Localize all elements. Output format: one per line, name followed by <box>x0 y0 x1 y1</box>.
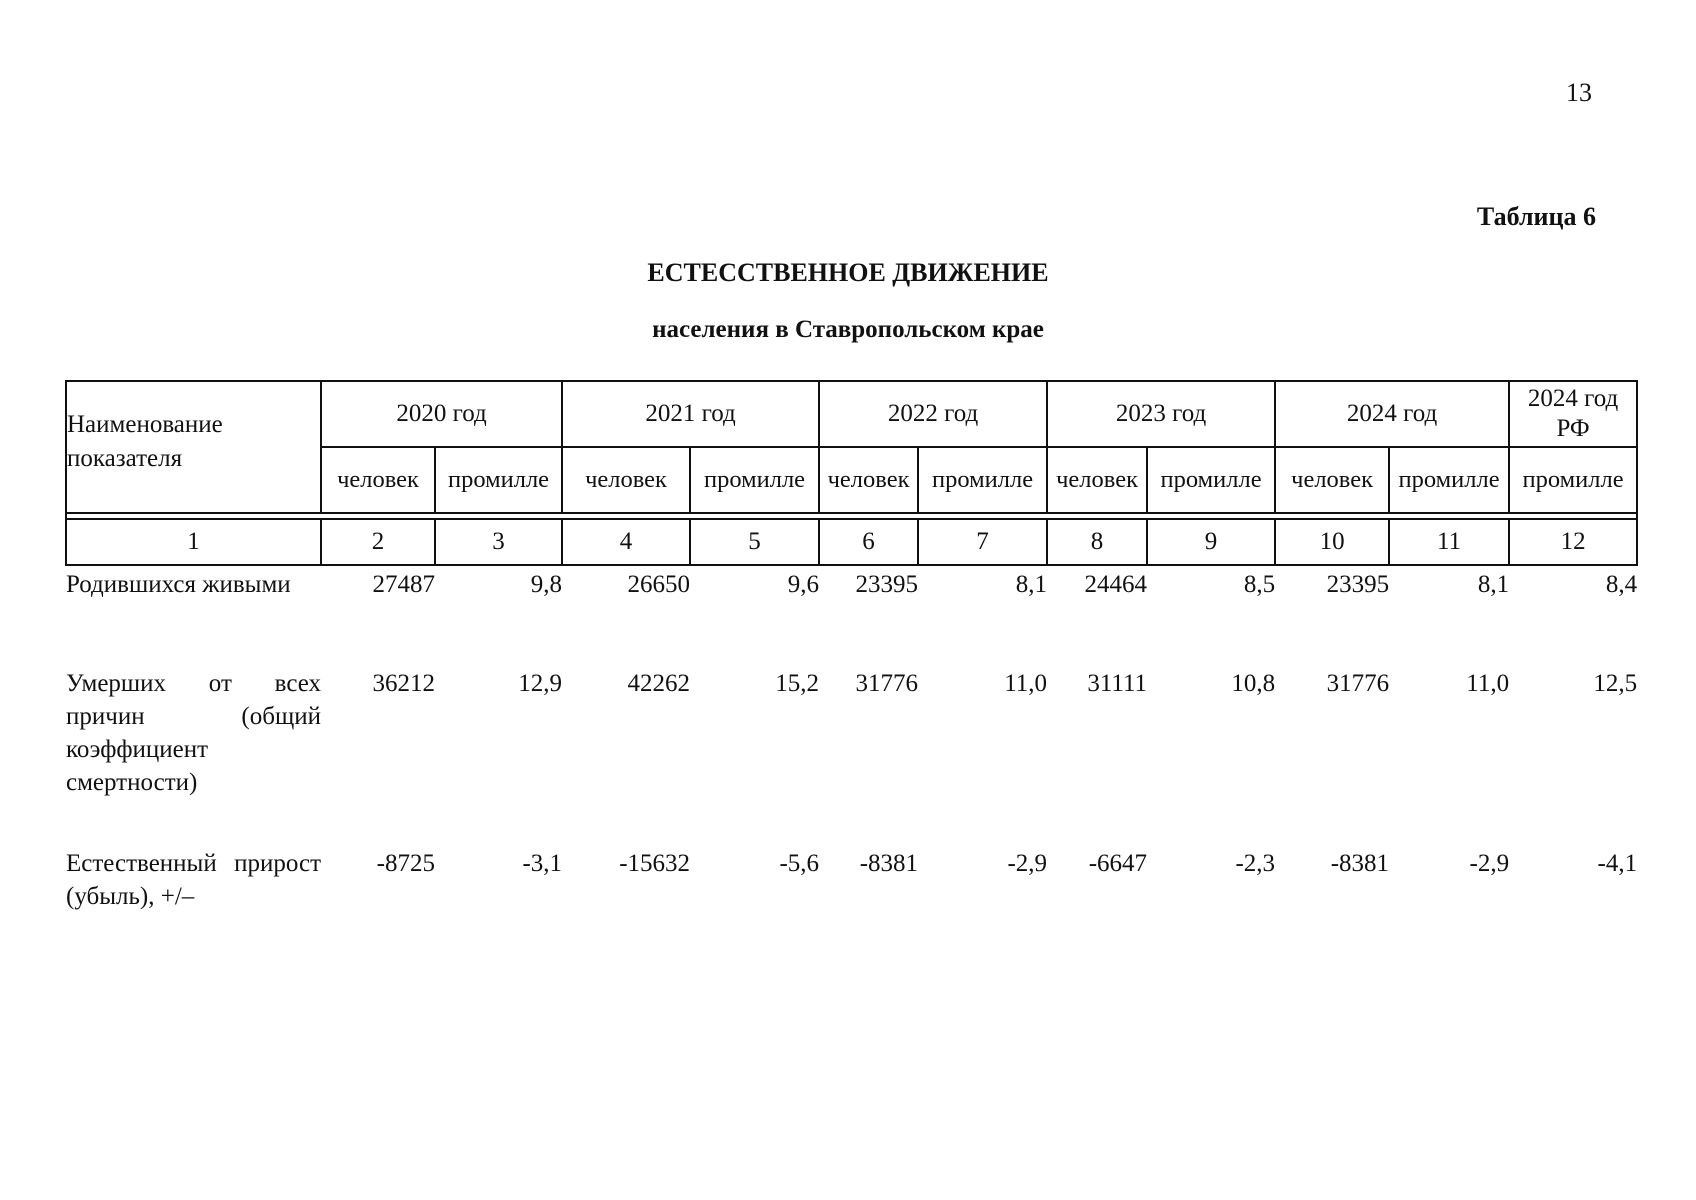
row-name-births: Родившихся живыми <box>66 571 291 598</box>
column-number: 6 <box>819 519 918 565</box>
cell-value: -2,3 <box>1235 850 1276 877</box>
cell-value: 8,1 <box>1015 571 1048 598</box>
column-number: 11 <box>1389 519 1509 565</box>
cell-value: -2,9 <box>1007 850 1048 877</box>
unit-header-permille: промилле <box>690 447 819 513</box>
rf-header-year: 2024 год <box>1527 385 1619 412</box>
cell-value: 23395 <box>1326 571 1390 598</box>
cell-value: -8381 <box>859 850 919 877</box>
cell-value: 24464 <box>1084 571 1148 598</box>
table-row-deaths <box>66 665 1637 845</box>
year-header-2022: 2022 год <box>819 381 1047 447</box>
column-number: 3 <box>435 519 562 565</box>
cell-value: 12,5 <box>1593 670 1638 697</box>
column-number: 4 <box>562 519 690 565</box>
year-header-2023: 2023 год <box>1047 381 1275 447</box>
cell-value: -4,1 <box>1597 850 1638 877</box>
unit-header-people: человек <box>1275 447 1389 513</box>
cell-value: 8,4 <box>1605 571 1638 598</box>
year-header-2020: 2020 год <box>321 381 562 447</box>
header-row-column-numbers <box>66 519 1637 565</box>
column-number: 9 <box>1147 519 1275 565</box>
column-number: 1 <box>66 519 321 565</box>
table-row-births <box>66 565 1637 665</box>
cell-value: 8,1 <box>1477 571 1510 598</box>
cell-value: 27487 <box>372 571 435 598</box>
unit-header-permille: промилле <box>918 447 1047 513</box>
natural-movement-table <box>65 380 1638 947</box>
row-name-natural-increase: Естественный прирост (убыль), +/– <box>66 850 321 910</box>
cell-value: -6647 <box>1088 850 1148 877</box>
cell-value: 8,5 <box>1243 571 1276 598</box>
rf-2024-header <box>1509 381 1637 447</box>
cell-value: -3,1 <box>522 850 563 877</box>
column-number: 5 <box>690 519 819 565</box>
page-number: 13 <box>1566 78 1592 107</box>
column-number: 2 <box>321 519 435 565</box>
document-title: ЕСТЕССТВЕННОЕ ДВИЖЕНИЕ <box>647 258 1049 287</box>
row-name-deaths: Умерших от всех причин (общий коэффициент смертности) <box>66 670 321 796</box>
cell-value: 12,9 <box>518 670 563 697</box>
cell-value: 23395 <box>855 571 919 598</box>
unit-header-people: человек <box>1047 447 1147 513</box>
unit-header-people: человек <box>819 447 918 513</box>
cell-value: -8725 <box>376 850 435 877</box>
cell-value: 11,0 <box>1004 670 1048 697</box>
indicator-name-header: Наименование показателя <box>66 381 321 513</box>
header-row-years <box>66 381 1637 447</box>
table-caption: Таблица 6 <box>1476 202 1596 231</box>
cell-value: 9,6 <box>787 571 820 598</box>
column-number: 8 <box>1047 519 1147 565</box>
cell-value: -2,9 <box>1469 850 1510 877</box>
year-header-2024: 2024 год <box>1275 381 1509 447</box>
column-number: 7 <box>918 519 1047 565</box>
cell-value: -15632 <box>619 850 691 877</box>
cell-value: 11,0 <box>1466 670 1510 697</box>
cell-value: 15,2 <box>775 670 820 697</box>
cell-value: -8381 <box>1330 850 1390 877</box>
unit-header-rf-permille: промилле <box>1509 447 1637 513</box>
unit-header-people: человек <box>562 447 690 513</box>
cell-value: -5,6 <box>779 850 820 877</box>
cell-value: 10,8 <box>1231 670 1276 697</box>
unit-header-permille: промилле <box>1389 447 1509 513</box>
cell-value: 26650 <box>627 571 691 598</box>
year-header-2021: 2021 год <box>562 381 819 447</box>
cell-value: 31111 <box>1087 670 1148 697</box>
cell-value: 42262 <box>627 670 691 697</box>
cell-value: 36212 <box>372 670 435 697</box>
cell-value: 9,8 <box>530 571 563 598</box>
unit-header-people: человек <box>321 447 435 513</box>
column-number: 12 <box>1509 519 1637 565</box>
rf-header-country: РФ <box>1556 415 1590 442</box>
column-number: 10 <box>1275 519 1389 565</box>
unit-header-permille: промилле <box>435 447 562 513</box>
document-subtitle: населения в Ставропольском крае <box>652 316 1044 343</box>
cell-value: 31776 <box>1326 670 1390 697</box>
table-row-natural-increase <box>66 845 1637 947</box>
cell-value: 31776 <box>855 670 919 697</box>
unit-header-permille: промилле <box>1147 447 1275 513</box>
